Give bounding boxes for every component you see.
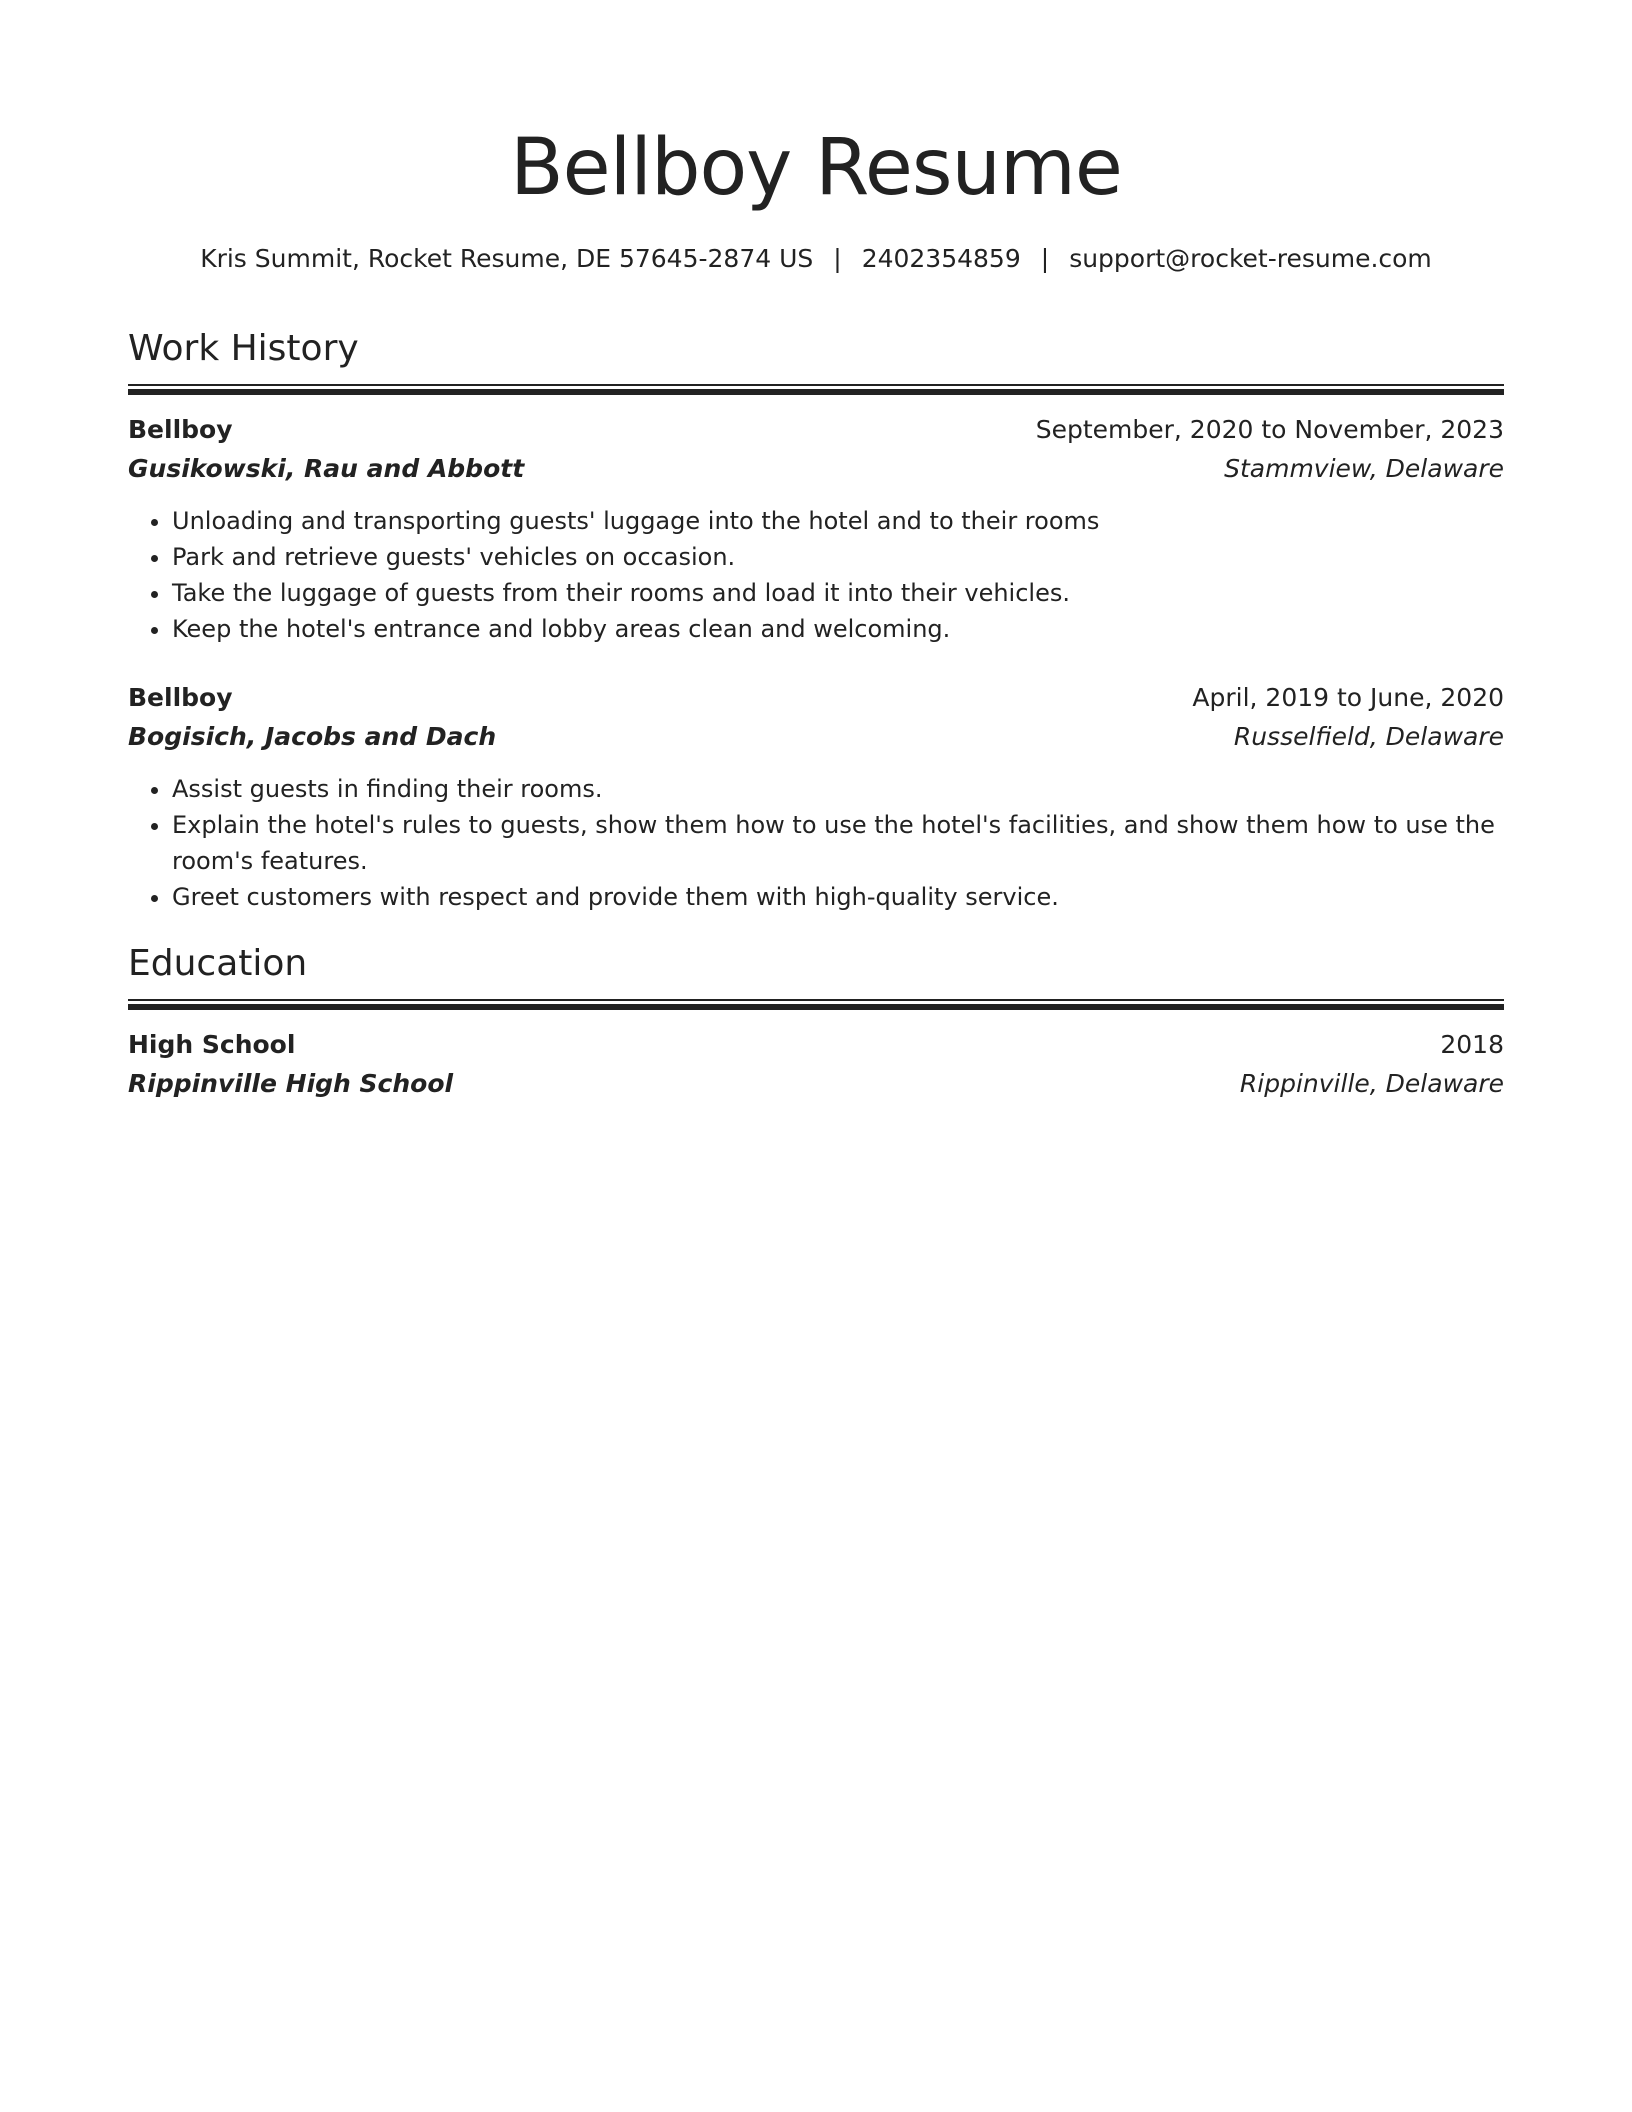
job-duty: • Unloading and transporting guests' luggage into the hotel and to their rooms <box>172 503 1504 539</box>
job-duty: • Greet customers with respect and provide them with high-quality service. <box>172 879 1504 915</box>
job-header-row <box>128 679 1504 717</box>
job-header-row <box>128 411 1504 449</box>
job-dates: April, 2019 to June, 2020 <box>1192 683 1504 712</box>
job-dates: September, 2020 to November, 2023 <box>1035 415 1504 444</box>
education-header-row <box>128 1026 1504 1064</box>
education-heading: Education <box>128 943 308 984</box>
job-duty: • Keep the hotel's entrance and lobby areas clean and welcoming. <box>172 611 1504 647</box>
contact-separator: | <box>1040 244 1050 273</box>
job-duty: • Take the luggage of guests from their rooms and load it into their vehicles. <box>172 575 1504 611</box>
job-entry <box>128 679 1504 915</box>
education-school: Rippinville High School <box>128 1069 454 1098</box>
job-employer-row <box>128 717 1504 757</box>
job-entry <box>128 411 1504 647</box>
job-employer: Bogisich, Jacobs and Dach <box>128 722 497 751</box>
job-duties-list <box>128 771 1504 915</box>
education-school-row <box>128 1064 1504 1104</box>
education-year: 2018 <box>1440 1030 1504 1059</box>
contact-separator: | <box>833 244 842 273</box>
job-employer: Gusikowski, Rau and Abbott <box>128 454 525 483</box>
section-divider <box>128 384 1504 395</box>
job-duty: • Assist guests in finding their rooms. <box>172 771 1504 807</box>
job-duty: • Park and retrieve guests' vehicles on occasion. <box>172 539 1504 575</box>
education-section <box>128 941 1504 1104</box>
contact-email: support@rocket-resume.com <box>1069 244 1432 273</box>
resume-title: Bellboy Resume <box>510 123 1122 213</box>
job-title: Bellboy <box>128 415 233 444</box>
contact-address: Kris Summit, Rocket Resume, DE 57645-2874 US <box>200 244 814 273</box>
job-duties-list <box>128 503 1504 647</box>
job-employer-row <box>128 449 1504 489</box>
work-history-section <box>128 326 1504 915</box>
work-history-heading: Work History <box>128 328 359 369</box>
job-location: Stammview, Delaware <box>1224 454 1504 483</box>
job-location: Russelfield, Delaware <box>1233 722 1504 751</box>
section-divider <box>128 999 1504 1010</box>
contact-line <box>128 242 1504 276</box>
education-degree: High School <box>128 1030 296 1059</box>
education-entry <box>128 1026 1504 1104</box>
education-location: Rippinville, Delaware <box>1239 1069 1504 1098</box>
contact-phone: 2402354859 <box>861 244 1021 273</box>
job-title: Bellboy <box>128 683 233 712</box>
job-duty: • Explain the hotel's rules to guests, show them how to use the hotel's facilities, and show them how to use the room's features. <box>172 807 1504 879</box>
